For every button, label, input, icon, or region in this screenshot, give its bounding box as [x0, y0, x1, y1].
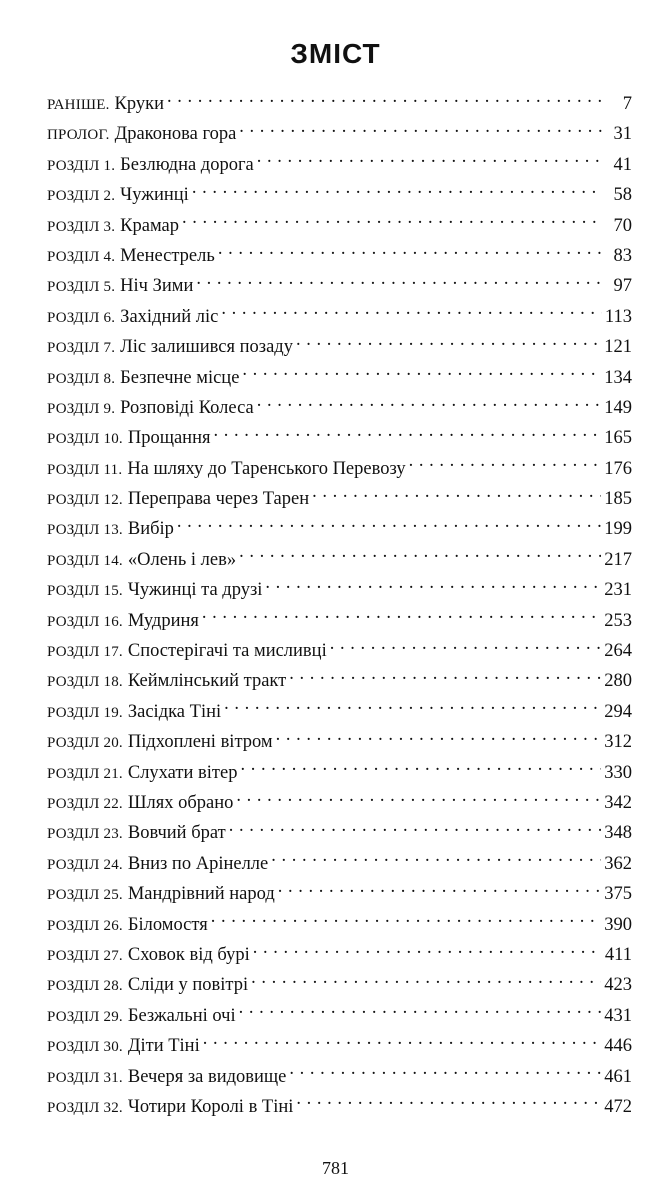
chapter-label: РОЗДІЛ 25.	[47, 887, 123, 904]
chapter-label: РОЗДІЛ 4.	[47, 248, 116, 265]
chapter-title: На шляху до Таренського Перевозу	[127, 458, 406, 479]
chapter-label: РОЗДІЛ 23.	[47, 826, 123, 843]
dot-leader	[265, 577, 601, 596]
chapter-page-number: 97	[613, 276, 632, 297]
chapter-page-number: 83	[613, 245, 632, 266]
chapter-label: РОЗДІЛ 2.	[47, 188, 116, 205]
toc-entry	[47, 150, 632, 180]
dot-leader	[312, 486, 601, 505]
dot-leader	[229, 820, 602, 839]
chapter-page-number: 58	[613, 185, 632, 206]
chapter-label: РОЗДІЛ 12.	[47, 492, 123, 509]
toc-entry	[47, 1031, 632, 1061]
page-title: ЗМІСТ	[290, 38, 381, 69]
dot-leader	[257, 151, 603, 170]
chapter-title: Засідка Тіні	[127, 701, 222, 722]
toc-entry	[47, 484, 632, 514]
chapter-page-number: 176	[604, 458, 632, 479]
toc-entry	[47, 1001, 632, 1031]
chapter-label: РОЗДІЛ 17.	[47, 644, 123, 661]
chapter-label: РОЗДІЛ 11.	[47, 461, 123, 478]
chapter-title: Переправа через Тарен	[127, 489, 310, 510]
chapter-page-number: 149	[604, 397, 632, 418]
chapter-page-number: 472	[604, 1096, 632, 1117]
table-of-contents	[47, 89, 632, 1122]
chapter-label: РАНІШЕ.	[47, 97, 110, 113]
chapter-title: Кеймлінський тракт	[127, 671, 287, 692]
toc-entry	[47, 636, 632, 666]
chapter-title: Західний ліс	[120, 306, 219, 327]
dot-leader	[218, 242, 603, 261]
toc-entry	[47, 393, 632, 423]
chapter-title: Біломостя	[127, 914, 208, 935]
chapter-label: РОЗДІЛ 29.	[47, 1008, 123, 1025]
toc-entry	[47, 1062, 632, 1092]
dot-leader	[192, 182, 603, 201]
page-number: 781	[322, 1158, 349, 1178]
toc-entry	[47, 423, 632, 453]
chapter-title: Вовчий брат	[127, 823, 226, 844]
chapter-title: Безпечне місце	[120, 367, 240, 388]
chapter-title: «Олень і лев»	[127, 549, 237, 570]
chapter-page-number: 362	[604, 853, 632, 874]
toc-entry	[47, 89, 632, 119]
dot-leader	[196, 273, 603, 292]
chapter-title: Спостерігачі та мисливці	[127, 641, 327, 662]
chapter-page-number: 7	[622, 94, 632, 114]
chapter-page-number: 330	[604, 762, 632, 783]
toc-entry	[47, 211, 632, 241]
chapter-title: Вибір	[127, 519, 174, 540]
chapter-title: Безлюдна дорога	[120, 154, 254, 175]
chapter-title: Розповіді Колеса	[120, 397, 254, 418]
toc-entry	[47, 119, 632, 149]
chapter-title: Вниз по Арінелле	[127, 853, 269, 874]
chapter-label: РОЗДІЛ 7.	[47, 340, 116, 357]
dot-leader	[203, 1033, 602, 1052]
dot-leader	[240, 759, 601, 778]
toc-entry	[47, 697, 632, 727]
chapter-page-number: 280	[604, 671, 632, 692]
dot-leader	[224, 698, 601, 717]
toc-entry	[47, 910, 632, 940]
dot-leader	[296, 1093, 601, 1112]
chapter-title: Драконова гора	[114, 124, 237, 145]
toc-entry	[47, 545, 632, 575]
toc-entry	[47, 514, 632, 544]
dot-leader	[278, 881, 601, 900]
chapter-title: Круки	[114, 94, 165, 114]
chapter-label: РОЗДІЛ 10.	[47, 431, 123, 448]
chapter-page-number: 312	[604, 732, 632, 753]
toc-entry	[47, 363, 632, 393]
dot-leader	[289, 668, 601, 687]
chapter-label: РОЗДІЛ 6.	[47, 309, 116, 326]
chapter-label: РОЗДІЛ 28.	[47, 978, 123, 995]
chapter-label: РОЗДІЛ 3.	[47, 218, 116, 235]
toc-entry	[47, 666, 632, 696]
chapter-page-number: 134	[604, 367, 632, 388]
chapter-title: Прощання	[127, 428, 211, 449]
chapter-label: РОЗДІЛ 5.	[47, 279, 116, 296]
toc-entry	[47, 758, 632, 788]
dot-leader	[257, 394, 602, 413]
chapter-title: Ліс залишився позаду	[120, 337, 293, 358]
chapter-page-number: 185	[604, 489, 632, 510]
chapter-page-number: 264	[604, 641, 632, 662]
chapter-title: Сліди у повітрі	[127, 975, 249, 996]
chapter-page-number: 165	[604, 428, 632, 449]
dot-leader	[296, 334, 601, 353]
chapter-page-number: 431	[604, 1005, 632, 1026]
toc-entry	[47, 788, 632, 818]
chapter-label: РОЗДІЛ 21.	[47, 765, 123, 782]
dot-leader	[239, 546, 601, 565]
chapter-page-number: 199	[604, 519, 632, 540]
dot-leader	[221, 303, 602, 322]
toc-entry	[47, 454, 632, 484]
chapter-label: РОЗДІЛ 18.	[47, 674, 123, 691]
dot-leader	[271, 850, 601, 869]
chapter-page-number: 253	[604, 610, 632, 631]
chapter-title: Підхоплені вітром	[127, 732, 273, 753]
chapter-label: РОЗДІЛ 20.	[47, 735, 123, 752]
dot-leader	[253, 941, 602, 960]
chapter-page-number: 461	[604, 1066, 632, 1087]
chapter-title: Діти Тіні	[127, 1036, 200, 1057]
chapter-title: Крамар	[120, 215, 180, 236]
dot-leader	[182, 212, 603, 231]
toc-entry	[47, 606, 632, 636]
chapter-label: РОЗДІЛ 32.	[47, 1099, 123, 1116]
chapter-label: РОЗДІЛ 8.	[47, 370, 116, 387]
toc-entry	[47, 849, 632, 879]
chapter-label: РОЗДІЛ 16.	[47, 613, 123, 630]
chapter-title: Чужинці та друзі	[127, 580, 263, 601]
chapter-page-number: 342	[604, 792, 632, 813]
chapter-label: РОЗДІЛ 26.	[47, 917, 123, 934]
toc-entry	[47, 180, 632, 210]
chapter-page-number: 31	[613, 124, 632, 145]
chapter-label: РОЗДІЛ 9.	[47, 400, 116, 417]
toc-entry	[47, 818, 632, 848]
chapter-label: РОЗДІЛ 13.	[47, 522, 123, 539]
chapter-title: Вечеря за видовище	[127, 1066, 287, 1087]
chapter-title: Сховок від бурі	[127, 944, 250, 965]
chapter-title: Менестрель	[120, 245, 215, 266]
dot-leader	[251, 972, 601, 991]
chapter-label: РОЗДІЛ 27.	[47, 947, 123, 964]
dot-leader	[289, 1063, 601, 1082]
dot-leader	[409, 455, 602, 474]
toc-entry	[47, 271, 632, 301]
chapter-label: РОЗДІЛ 14.	[47, 552, 123, 569]
chapter-title: Ніч Зими	[120, 276, 194, 297]
chapter-label: РОЗДІЛ 15.	[47, 583, 123, 600]
dot-leader	[276, 729, 602, 748]
toc-entry	[47, 241, 632, 271]
toc-entry	[47, 727, 632, 757]
dot-leader	[330, 638, 602, 657]
chapter-page-number: 294	[604, 701, 632, 722]
dot-leader	[239, 121, 603, 140]
dot-leader	[242, 364, 601, 383]
chapter-page-number: 41	[613, 154, 632, 175]
toc-entry	[47, 940, 632, 970]
toc-entry	[47, 1092, 632, 1122]
chapter-title: Мудриня	[127, 610, 199, 631]
chapter-label: РОЗДІЛ 22.	[47, 795, 123, 812]
dot-leader	[214, 425, 602, 444]
chapter-page-number: 375	[604, 884, 632, 905]
chapter-title: Мандрівний народ	[127, 884, 275, 905]
chapter-label: РОЗДІЛ 31.	[47, 1069, 123, 1086]
chapter-title: Чотири Королі в Тіні	[127, 1096, 294, 1117]
chapter-label: РОЗДІЛ 24.	[47, 856, 123, 873]
chapter-title: Шлях обрано	[127, 792, 234, 813]
chapter-label: РОЗДІЛ 30.	[47, 1039, 123, 1056]
dot-leader	[236, 789, 601, 808]
chapter-page-number: 217	[604, 549, 632, 570]
chapter-label: РОЗДІЛ 19.	[47, 704, 123, 721]
chapter-title: Безжальні очі	[127, 1005, 236, 1026]
dot-leader	[211, 911, 602, 930]
chapter-page-number: 121	[604, 337, 632, 358]
chapter-page-number: 231	[604, 580, 632, 601]
chapter-page-number: 423	[604, 975, 632, 996]
dot-leader	[239, 1002, 602, 1021]
toc-entry	[47, 970, 632, 1000]
chapter-page-number: 390	[604, 914, 632, 935]
chapter-page-number: 348	[604, 823, 632, 844]
chapter-page-number: 70	[613, 215, 632, 236]
chapter-label: РОЗДІЛ 1.	[47, 157, 116, 174]
toc-entry	[47, 879, 632, 909]
dot-leader	[177, 516, 601, 535]
toc-entry	[47, 575, 632, 605]
chapter-title: Чужинці	[120, 185, 189, 206]
toc-entry	[47, 302, 632, 332]
toc-entry	[47, 332, 632, 362]
chapter-label: ПРОЛОГ.	[47, 127, 110, 144]
chapter-page-number: 446	[604, 1036, 632, 1057]
chapter-page-number: 411	[604, 944, 632, 965]
chapter-page-number: 113	[604, 306, 632, 327]
chapter-title: Слухати вітер	[127, 762, 238, 783]
dot-leader	[202, 607, 601, 626]
dot-leader	[167, 91, 603, 110]
